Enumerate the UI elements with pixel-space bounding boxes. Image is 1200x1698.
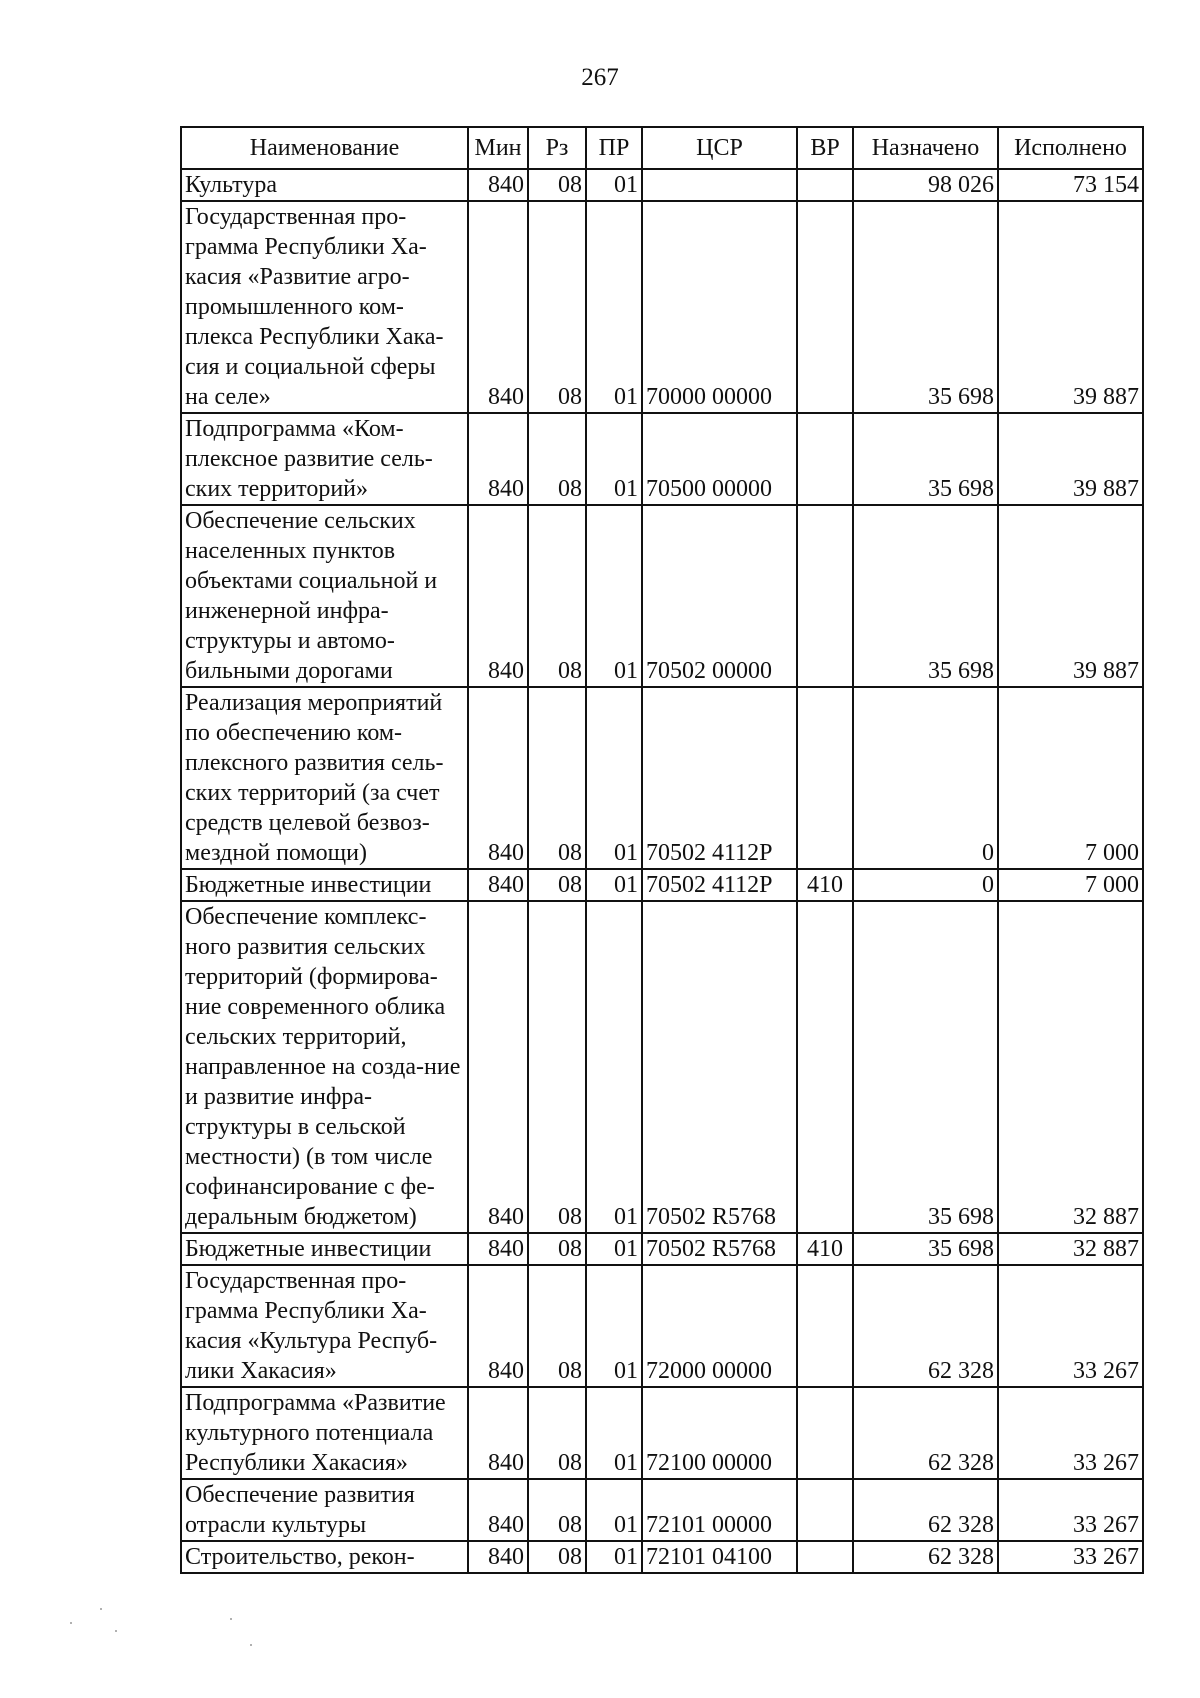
header-naznacheno: Назначено [853, 127, 998, 169]
header-name: Наименование [181, 127, 468, 169]
header-vr: ВР [797, 127, 853, 169]
cell-csr: 70000 00000 [642, 201, 797, 413]
header-pr: ПР [586, 127, 642, 169]
cell-min: 840 [468, 1541, 528, 1573]
table-row [181, 169, 1143, 201]
cell-naznacheno: 62 328 [853, 1479, 998, 1541]
cell-csr [642, 169, 797, 201]
cell-csr: 70500 00000 [642, 413, 797, 505]
cell-naznacheno: 0 [853, 687, 998, 869]
header-csr: ЦСР [642, 127, 797, 169]
cell-naznacheno: 35 698 [853, 1233, 998, 1265]
header-min: Мин [468, 127, 528, 169]
cell-min: 840 [468, 505, 528, 687]
table-row [181, 505, 1143, 687]
cell-name: Обеспечение развития отрасли культуры [181, 1479, 468, 1541]
cell-name: Подпрограмма «Развитие культурного потенциала Республики Хакасия» [181, 1387, 468, 1479]
cell-ispolneno: 73 154 [998, 169, 1143, 201]
cell-naznacheno: 35 698 [853, 413, 998, 505]
table-row [181, 1265, 1143, 1387]
cell-ispolneno: 33 267 [998, 1541, 1143, 1573]
cell-csr: 70502 00000 [642, 505, 797, 687]
cell-rz: 08 [528, 1233, 586, 1265]
cell-ispolneno: 32 887 [998, 1233, 1143, 1265]
cell-pr: 01 [586, 201, 642, 413]
cell-ispolneno: 33 267 [998, 1387, 1143, 1479]
cell-min: 840 [468, 687, 528, 869]
cell-naznacheno: 62 328 [853, 1265, 998, 1387]
cell-vr [797, 1541, 853, 1573]
cell-rz: 08 [528, 1541, 586, 1573]
cell-min: 840 [468, 169, 528, 201]
cell-csr: 72101 04100 [642, 1541, 797, 1573]
table-row [181, 1233, 1143, 1265]
cell-vr [797, 687, 853, 869]
cell-min: 840 [468, 413, 528, 505]
cell-ispolneno: 33 267 [998, 1479, 1143, 1541]
scan-specks [60, 1600, 280, 1680]
cell-rz: 08 [528, 1265, 586, 1387]
cell-min: 840 [468, 1265, 528, 1387]
cell-naznacheno: 62 328 [853, 1541, 998, 1573]
cell-csr: 70502 4112Р [642, 869, 797, 901]
cell-vr: 410 [797, 869, 853, 901]
cell-name: Бюджетные инвестиции [181, 1233, 468, 1265]
table-row [181, 687, 1143, 869]
table-row [181, 1479, 1143, 1541]
cell-csr: 72000 00000 [642, 1265, 797, 1387]
cell-csr: 72101 00000 [642, 1479, 797, 1541]
cell-min: 840 [468, 869, 528, 901]
cell-ispolneno: 32 887 [998, 901, 1143, 1233]
cell-ispolneno: 39 887 [998, 201, 1143, 413]
cell-naznacheno: 35 698 [853, 901, 998, 1233]
table-row [181, 869, 1143, 901]
cell-vr [797, 505, 853, 687]
header-ispolneno: Исполнено [998, 127, 1143, 169]
cell-pr: 01 [586, 901, 642, 1233]
cell-pr: 01 [586, 1265, 642, 1387]
table-row [181, 201, 1143, 413]
cell-pr: 01 [586, 1541, 642, 1573]
cell-csr: 72100 00000 [642, 1387, 797, 1479]
table-row [181, 1387, 1143, 1479]
cell-rz: 08 [528, 505, 586, 687]
cell-vr [797, 1265, 853, 1387]
cell-naznacheno: 35 698 [853, 201, 998, 413]
cell-ispolneno: 7 000 [998, 687, 1143, 869]
cell-vr [797, 201, 853, 413]
cell-vr [797, 413, 853, 505]
cell-pr: 01 [586, 505, 642, 687]
cell-ispolneno: 39 887 [998, 505, 1143, 687]
cell-vr [797, 1387, 853, 1479]
cell-vr [797, 169, 853, 201]
table-row [181, 1541, 1143, 1573]
cell-csr: 70502 R5768 [642, 901, 797, 1233]
cell-rz: 08 [528, 901, 586, 1233]
cell-pr: 01 [586, 1479, 642, 1541]
cell-name: Государственная про-грамма Республики Ха-касия «Культура Респуб-лики Хакасия» [181, 1265, 468, 1387]
table-row [181, 413, 1143, 505]
cell-name: Обеспечение сельских населенных пунктов объектами социальной и инженерной инфра-структуры и автомо-бильными дорогами [181, 505, 468, 687]
cell-name: Строительство, рекон- [181, 1541, 468, 1573]
cell-pr: 01 [586, 687, 642, 869]
cell-vr [797, 901, 853, 1233]
cell-naznacheno: 35 698 [853, 505, 998, 687]
cell-naznacheno: 98 026 [853, 169, 998, 201]
cell-rz: 08 [528, 1479, 586, 1541]
cell-name: Обеспечение комплекс-ного развития сельских территорий (формирова-ние современного облика сельских территорий, направленное на созда-ние и развитие инфра-структуры в сельской местности) (в том числе софинансирование с фе-деральным бюджетом) [181, 901, 468, 1233]
cell-rz: 08 [528, 413, 586, 505]
cell-rz: 08 [528, 201, 586, 413]
cell-pr: 01 [586, 169, 642, 201]
cell-min: 840 [468, 201, 528, 413]
cell-ispolneno: 39 887 [998, 413, 1143, 505]
cell-naznacheno: 0 [853, 869, 998, 901]
cell-min: 840 [468, 901, 528, 1233]
table-row [181, 901, 1143, 1233]
cell-vr: 410 [797, 1233, 853, 1265]
cell-min: 840 [468, 1387, 528, 1479]
cell-csr: 70502 R5768 [642, 1233, 797, 1265]
cell-rz: 08 [528, 869, 586, 901]
cell-min: 840 [468, 1233, 528, 1265]
cell-vr [797, 1479, 853, 1541]
cell-name: Бюджетные инвестиции [181, 869, 468, 901]
cell-naznacheno: 62 328 [853, 1387, 998, 1479]
cell-rz: 08 [528, 169, 586, 201]
cell-csr: 70502 4112Р [642, 687, 797, 869]
cell-min: 840 [468, 1479, 528, 1541]
cell-ispolneno: 7 000 [998, 869, 1143, 901]
cell-pr: 01 [586, 1233, 642, 1265]
table-body [181, 169, 1143, 1573]
cell-name: Государственная про-грамма Республики Ха-касия «Развитие агро-промышленного ком-плекса Республики Хака-сия и социальной сферы на селе» [181, 201, 468, 413]
cell-rz: 08 [528, 687, 586, 869]
cell-ispolneno: 33 267 [998, 1265, 1143, 1387]
cell-rz: 08 [528, 1387, 586, 1479]
cell-pr: 01 [586, 1387, 642, 1479]
table-header-row [181, 127, 1143, 169]
cell-name: Культура [181, 169, 468, 201]
page-number: 267 [581, 64, 619, 91]
budget-table [180, 126, 1144, 1574]
cell-name: Подпрограмма «Ком-плексное развитие сель-ских территорий» [181, 413, 468, 505]
header-rz: Рз [528, 127, 586, 169]
cell-pr: 01 [586, 869, 642, 901]
cell-name: Реализация мероприятий по обеспечению ком-плексного развития сель-ских территорий (за счет средств целевой безвоз-мездной помощи) [181, 687, 468, 869]
cell-pr: 01 [586, 413, 642, 505]
